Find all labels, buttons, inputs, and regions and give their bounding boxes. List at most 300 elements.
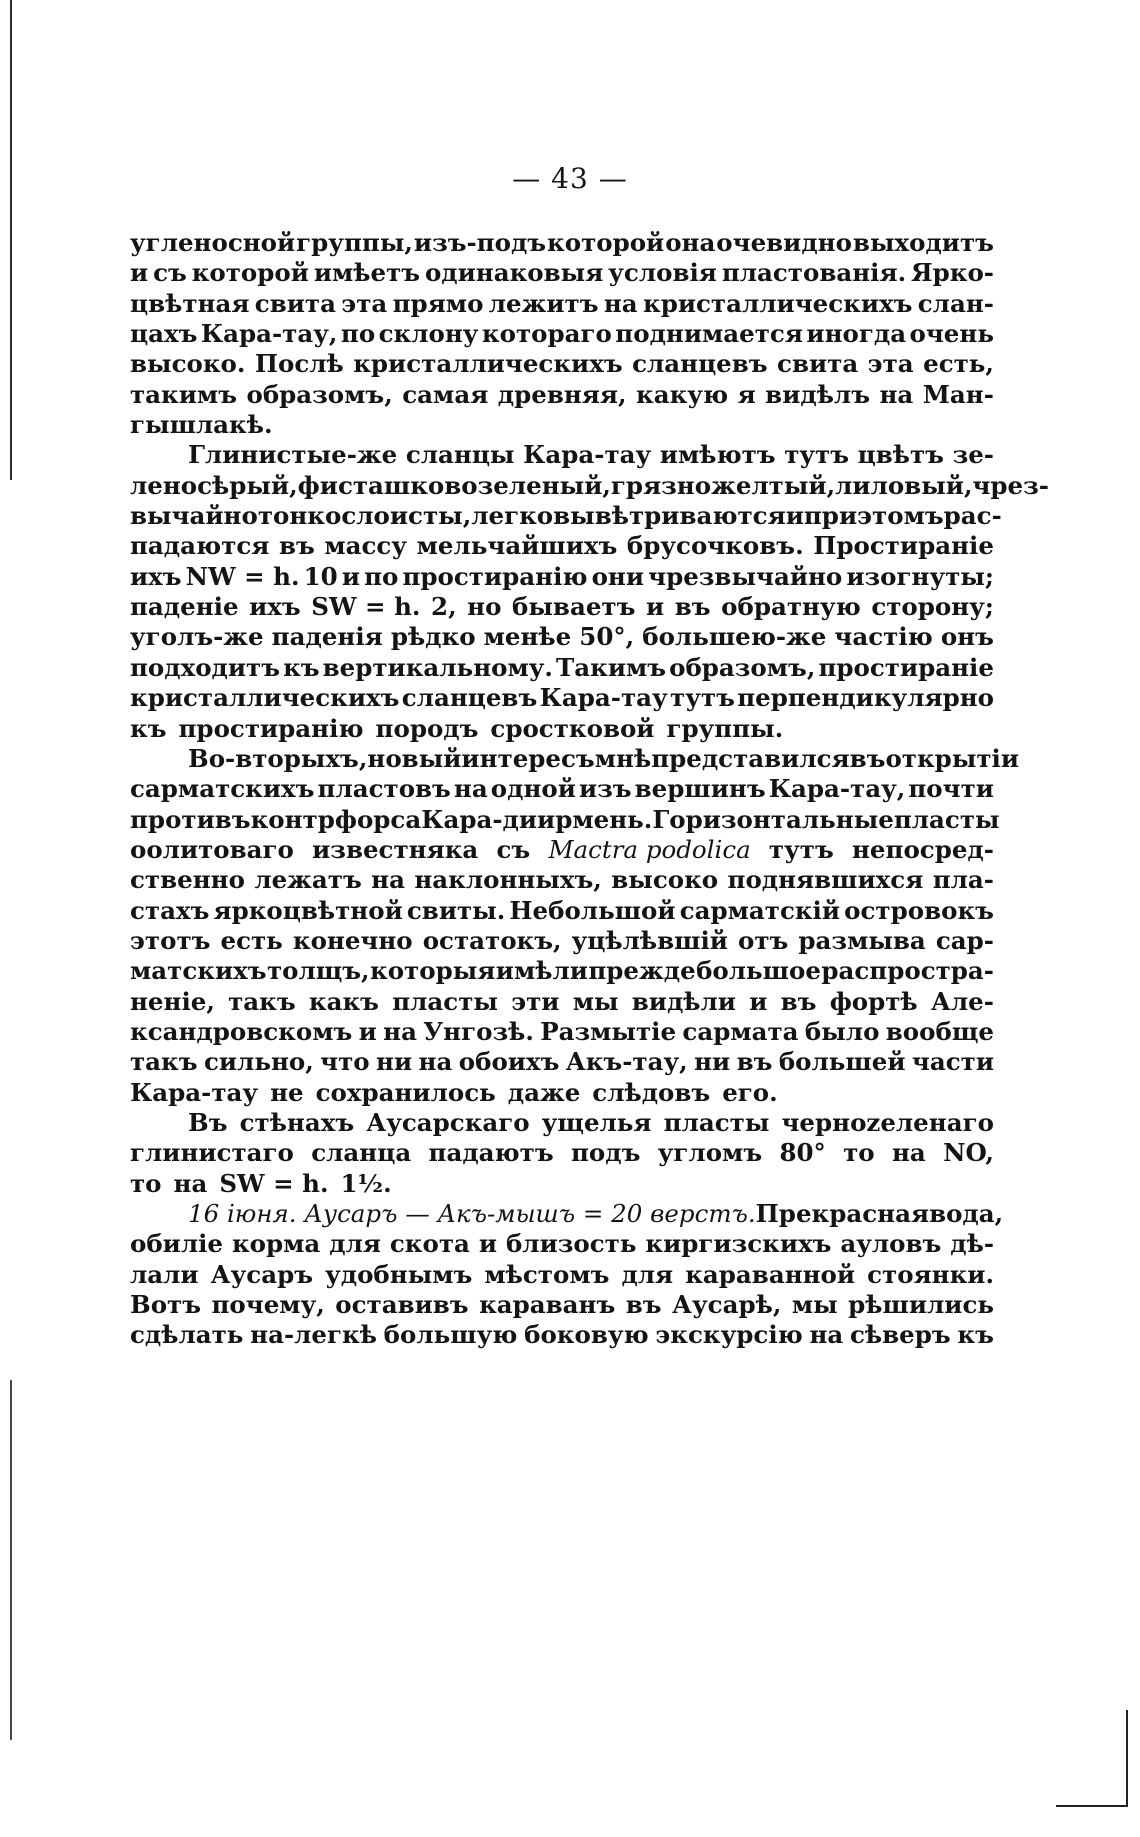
word: падаютъ — [428, 1138, 554, 1168]
word: чрезвычайно — [648, 561, 843, 591]
word: Унгозѣ. — [423, 1016, 534, 1046]
text-line — [130, 714, 994, 744]
word: на — [603, 288, 638, 318]
text-line — [130, 258, 994, 288]
word: мѣстомъ — [484, 1259, 610, 1289]
word: матскихъ — [130, 956, 267, 986]
word: для — [621, 1259, 674, 1289]
word: бываетъ — [512, 592, 636, 622]
word: въ — [674, 592, 711, 622]
word: островокъ — [844, 895, 994, 925]
word: SW = h. — [311, 592, 421, 622]
word: сармата — [682, 1016, 799, 1046]
word: которой — [547, 228, 665, 257]
word: фортѣ — [829, 986, 918, 1016]
word: уцѣлѣвшій — [571, 925, 728, 955]
word: Во-вторыхъ, — [188, 743, 368, 773]
word: сторону; — [871, 592, 994, 622]
text-line — [130, 1017, 994, 1047]
word: неніе, — [130, 986, 215, 1016]
word: распростра- — [821, 956, 994, 986]
word: въ — [780, 986, 817, 1016]
word: подъ — [570, 1138, 641, 1168]
word: интересъ — [461, 743, 595, 773]
word: тутъ — [784, 440, 850, 470]
word: такъ — [130, 1047, 198, 1077]
word: перпендикулярно — [737, 683, 994, 713]
word: Аусаръ — [210, 1259, 314, 1289]
word: рас- — [943, 501, 1002, 531]
word: Ман- — [922, 379, 994, 409]
word: въ — [849, 743, 886, 773]
word: простиранію — [402, 561, 588, 591]
word: представился — [651, 743, 850, 773]
scan-edge-left-lower — [10, 1380, 12, 1740]
word: вычайно — [130, 501, 258, 531]
word: поднявшихся — [727, 865, 924, 895]
word: одной — [490, 774, 576, 804]
word: Послѣ — [254, 349, 344, 379]
word: даже — [507, 1077, 581, 1107]
word: ксандровскомъ — [130, 1016, 353, 1046]
word: караванной — [685, 1259, 856, 1289]
word: на-легкѣ — [250, 1320, 377, 1350]
word: то — [130, 1168, 162, 1198]
word: тутъ — [670, 683, 735, 713]
word: NO, — [943, 1138, 994, 1168]
word: падаются — [130, 531, 270, 561]
word: какую — [636, 379, 729, 409]
word: какъ — [308, 986, 379, 1016]
word: ни — [694, 1047, 731, 1077]
text-line — [130, 592, 994, 622]
text-line — [130, 1138, 994, 1168]
word: мы — [791, 1290, 838, 1320]
word: прямо — [392, 288, 484, 318]
word: и — [358, 1016, 377, 1046]
word: высоко. — [130, 349, 246, 379]
word: обратную — [721, 592, 861, 622]
word: видѣли — [631, 986, 736, 1016]
word: паденія — [271, 622, 383, 652]
word: свиты. — [406, 895, 506, 925]
word: обиліе — [130, 1229, 224, 1259]
word: образомъ, — [246, 379, 393, 409]
word: Въ — [188, 1107, 228, 1137]
word: образомъ, — [669, 652, 816, 682]
word: наклонныхъ, — [414, 865, 602, 895]
word: известняка — [312, 834, 479, 864]
word: большей — [778, 1047, 906, 1077]
word: тутъ — [768, 834, 834, 864]
word: сланцы — [405, 440, 515, 470]
word: по — [340, 319, 376, 349]
word: кристаллическихъ — [130, 683, 400, 713]
word: къ — [957, 1320, 994, 1350]
word: глинистаго — [130, 1138, 294, 1168]
word: остатокъ, — [422, 925, 562, 955]
word: которыя — [370, 956, 496, 986]
word: Кара-тау — [523, 440, 652, 470]
word: Горизонтальные — [652, 804, 894, 834]
text-line — [130, 349, 994, 379]
word: сланца — [311, 1138, 412, 1168]
text-line — [130, 289, 994, 319]
word: контрфорса — [250, 804, 422, 834]
text-line — [130, 653, 994, 683]
word: и — [645, 592, 665, 622]
word: лежитъ — [488, 288, 599, 318]
word: видѣлъ — [765, 379, 870, 409]
word: при — [803, 501, 858, 531]
word: рѣшились — [848, 1290, 994, 1320]
word: дѣ- — [950, 1229, 994, 1259]
word: Але- — [930, 986, 994, 1016]
word: большое — [696, 956, 821, 986]
word: непосред- — [852, 834, 994, 864]
word: Ярко- — [911, 258, 994, 288]
word: склону — [378, 319, 479, 349]
word: размыва — [798, 925, 926, 955]
word: Кара-тау, — [768, 774, 906, 804]
word: вывѣтриваются — [553, 501, 786, 531]
text-line — [130, 501, 1002, 531]
word: сарматскихъ — [130, 774, 315, 804]
word: высоко — [611, 865, 719, 895]
word: и — [749, 986, 768, 1016]
word: менѣе — [483, 622, 572, 652]
word: очевидно — [716, 228, 852, 257]
text-line — [130, 1047, 994, 1077]
word: 50°, — [579, 622, 635, 652]
word: прежде — [588, 956, 696, 986]
word: и — [478, 1229, 498, 1259]
word: ущелья — [541, 1107, 652, 1137]
word: сарматскій — [679, 895, 841, 925]
word: грязножелтый, — [610, 470, 836, 500]
word: что — [320, 1047, 370, 1077]
word: мельчайшихъ — [416, 531, 618, 561]
word: части — [911, 1047, 994, 1077]
text-line — [130, 1199, 1004, 1229]
word: черноzеленаго — [781, 1107, 994, 1137]
word: на — [879, 379, 914, 409]
word: Глинистые-же — [188, 440, 398, 470]
text-line — [130, 1229, 994, 1259]
word: но — [467, 592, 502, 622]
word: почти — [908, 774, 994, 804]
word: караванъ — [479, 1290, 616, 1320]
word: ихъ — [249, 592, 301, 622]
word: 16 іюня. Аусаръ — Акъ-мышъ = 20 верстъ. — [188, 1199, 756, 1228]
text-line — [130, 865, 994, 895]
word: близость — [505, 1229, 637, 1259]
word: простираніе — [818, 652, 994, 682]
word: изъ — [578, 774, 632, 804]
word: цахъ — [130, 319, 198, 349]
word: пласты — [893, 804, 1000, 834]
word: вода, — [929, 1199, 1004, 1228]
text-line — [130, 1108, 994, 1138]
text-line — [130, 319, 994, 349]
text-line — [130, 1320, 994, 1350]
word: ауловъ — [840, 1229, 942, 1259]
word: Кара-тау — [130, 1077, 259, 1107]
word: условія — [608, 258, 717, 288]
word: сланцевъ — [632, 349, 768, 379]
word: было — [804, 1016, 880, 1046]
word: эта — [867, 349, 914, 379]
text-line — [130, 440, 994, 470]
word: свита — [254, 288, 336, 318]
word: вообще — [885, 1016, 994, 1046]
word: отъ — [738, 925, 789, 955]
word: его. — [722, 1077, 778, 1107]
word: противъ — [130, 804, 251, 834]
word: сростковой — [490, 713, 655, 743]
text-line — [130, 470, 1049, 501]
word: для — [329, 1229, 381, 1259]
word: оолитоваго — [130, 834, 294, 864]
word: боковую — [524, 1320, 649, 1350]
word: этотъ — [130, 925, 211, 955]
word: пла- — [932, 865, 994, 895]
word: чрез- — [972, 470, 1049, 500]
word: кристаллическихъ — [643, 288, 913, 318]
word: сар- — [935, 925, 994, 955]
word: Кара-тау, — [200, 319, 338, 349]
word: одинаковыя — [424, 258, 604, 288]
word: массу — [324, 531, 408, 561]
word: имѣютъ — [659, 440, 776, 470]
word: почему, — [211, 1290, 325, 1320]
word: ихъ — [130, 561, 182, 591]
word: на — [418, 1047, 453, 1077]
word: частію — [834, 622, 933, 652]
text-line — [130, 683, 994, 713]
word: слѣдовъ — [592, 1077, 711, 1107]
text-line — [130, 1169, 994, 1199]
word: стѣнахъ — [239, 1107, 355, 1137]
word: имѣли — [495, 956, 588, 986]
word: большую — [383, 1320, 518, 1350]
word: изъ-подъ — [413, 228, 547, 257]
word: въ — [625, 1290, 662, 1320]
text-line — [130, 228, 994, 258]
word: легко — [471, 501, 554, 531]
word: 10 — [303, 561, 338, 591]
word: и — [130, 258, 149, 288]
word: угломъ — [657, 1138, 763, 1168]
word: съ — [153, 258, 187, 288]
word: новый — [367, 743, 462, 773]
word: Аусарскаго — [366, 1107, 530, 1137]
word: кристаллическихъ — [353, 349, 623, 379]
word: киргизскихъ — [645, 1229, 832, 1259]
word: изогнуты; — [846, 561, 994, 591]
word: сланцевъ — [401, 683, 538, 713]
word: мы — [572, 986, 619, 1016]
word: Прекрасная — [755, 1199, 930, 1228]
scan-corner-mark — [1056, 1710, 1128, 1807]
word: рѣдко — [390, 622, 476, 652]
word: мнѣ — [594, 743, 652, 773]
word: обоихъ — [458, 1047, 560, 1077]
word: лежатъ — [254, 865, 362, 895]
text-line — [130, 987, 994, 1017]
word: на — [173, 1168, 208, 1198]
word: на — [809, 1320, 844, 1350]
word: толщъ, — [266, 956, 370, 986]
word: древняя, — [497, 379, 627, 409]
word: по — [364, 561, 399, 591]
word: свита — [777, 349, 859, 379]
word: онъ — [940, 622, 994, 652]
word: эти — [511, 986, 560, 1016]
word: сохранилось — [315, 1077, 496, 1107]
word: стоянки. — [867, 1259, 994, 1289]
word: Mactra podolica — [548, 834, 751, 864]
word: очень — [909, 319, 994, 349]
word: 80° — [779, 1138, 826, 1168]
word: фисташковозеленый, — [297, 470, 611, 500]
word: подходитъ — [130, 652, 281, 682]
scan-edge-left — [10, 0, 12, 480]
word: сдѣлать — [130, 1320, 244, 1350]
text-line — [130, 1078, 994, 1108]
word: съ — [496, 834, 531, 864]
word: иногда — [806, 319, 907, 349]
word: Такимъ — [556, 652, 667, 682]
word: Размытіе — [540, 1016, 677, 1046]
word: пласты — [392, 986, 498, 1016]
word: есть — [220, 925, 283, 955]
page-number: — 43 — — [512, 162, 628, 195]
word: къ — [283, 652, 320, 682]
text-line — [130, 622, 994, 652]
word: есть, — [923, 349, 994, 379]
word: породъ — [375, 713, 479, 743]
word: они — [591, 561, 645, 591]
word: открытіи — [885, 743, 1020, 773]
word: группы. — [666, 713, 784, 743]
word: простиранію — [178, 713, 364, 743]
text-line — [130, 531, 994, 561]
text-line — [130, 804, 1000, 835]
word: тонкослоисты, — [257, 501, 472, 531]
word: пластованія. — [721, 258, 907, 288]
text-line — [130, 835, 994, 865]
text-line — [130, 410, 994, 440]
word: Вотъ — [130, 1290, 202, 1320]
text-line — [130, 774, 994, 804]
page-body-text — [130, 228, 1049, 1351]
word: группы, — [296, 228, 413, 257]
word: уголъ-же — [130, 622, 264, 652]
word: 2, — [431, 592, 457, 622]
word: леносѣрый, — [130, 470, 298, 500]
word: вершинъ — [634, 774, 766, 804]
word: на — [371, 865, 405, 895]
word: и — [341, 561, 360, 591]
word: она — [665, 228, 716, 257]
word: самая — [402, 379, 489, 409]
word: 1½. — [340, 1168, 392, 1198]
word: сильно, — [203, 1047, 314, 1077]
word: яркоцвѣтной — [213, 895, 403, 925]
word: поднимается — [615, 319, 803, 349]
word: ственно — [130, 865, 245, 895]
word: лали — [130, 1259, 199, 1289]
text-line — [130, 896, 994, 926]
word: такимъ — [130, 379, 237, 409]
word: экскурсію — [655, 1320, 803, 1350]
text-line — [130, 562, 994, 592]
word: этомъ — [857, 501, 944, 531]
word: и — [785, 501, 804, 531]
word: ни — [376, 1047, 413, 1077]
word: эта — [341, 288, 388, 318]
word: къ — [130, 713, 167, 743]
word: на — [383, 1016, 417, 1046]
word: гышлакѣ. — [130, 410, 273, 440]
word: Аусарѣ, — [672, 1290, 782, 1320]
text-line — [130, 926, 994, 956]
word: не — [270, 1077, 304, 1107]
word: NW = h. — [185, 561, 300, 591]
word: на — [891, 1138, 926, 1168]
word: зе- — [952, 440, 994, 470]
text-line — [130, 743, 1020, 774]
word: имѣетъ — [313, 258, 421, 288]
word: скота — [389, 1229, 470, 1259]
word: цвѣтъ — [857, 440, 944, 470]
word: пластовъ — [317, 774, 451, 804]
word: лиловый, — [835, 470, 973, 500]
word: Простираніе — [813, 531, 994, 561]
word: удобнымъ — [325, 1259, 473, 1289]
word: стахъ — [130, 895, 210, 925]
word: которой — [191, 258, 309, 288]
word: Кара-диирмень. — [421, 804, 653, 834]
word: SW = h. — [219, 1168, 329, 1198]
word: цвѣтная — [130, 288, 250, 318]
word: сѣверъ — [850, 1320, 951, 1350]
word: слан- — [917, 288, 994, 318]
word: конечно — [292, 925, 413, 955]
word: Небольшой — [509, 895, 676, 925]
word: такъ — [228, 986, 296, 1016]
word: угленосной — [130, 228, 296, 257]
word: на — [453, 774, 488, 804]
word: пласты — [663, 1107, 770, 1137]
word: котораго — [481, 319, 612, 349]
word: то — [843, 1138, 875, 1168]
word: корма — [231, 1229, 321, 1259]
word: вертикальному. — [322, 652, 553, 682]
text-line — [130, 380, 994, 410]
word: Акъ-тау, — [565, 1047, 688, 1077]
word: выходитъ — [852, 228, 994, 257]
word: брусочковъ. — [626, 531, 804, 561]
word: я — [737, 379, 756, 409]
text-line — [130, 956, 994, 986]
word: большею-же — [642, 622, 827, 652]
word: паденіе — [130, 592, 239, 622]
text-line — [130, 1290, 994, 1320]
word: Кара-тау — [539, 683, 668, 713]
text-line — [130, 1260, 994, 1290]
